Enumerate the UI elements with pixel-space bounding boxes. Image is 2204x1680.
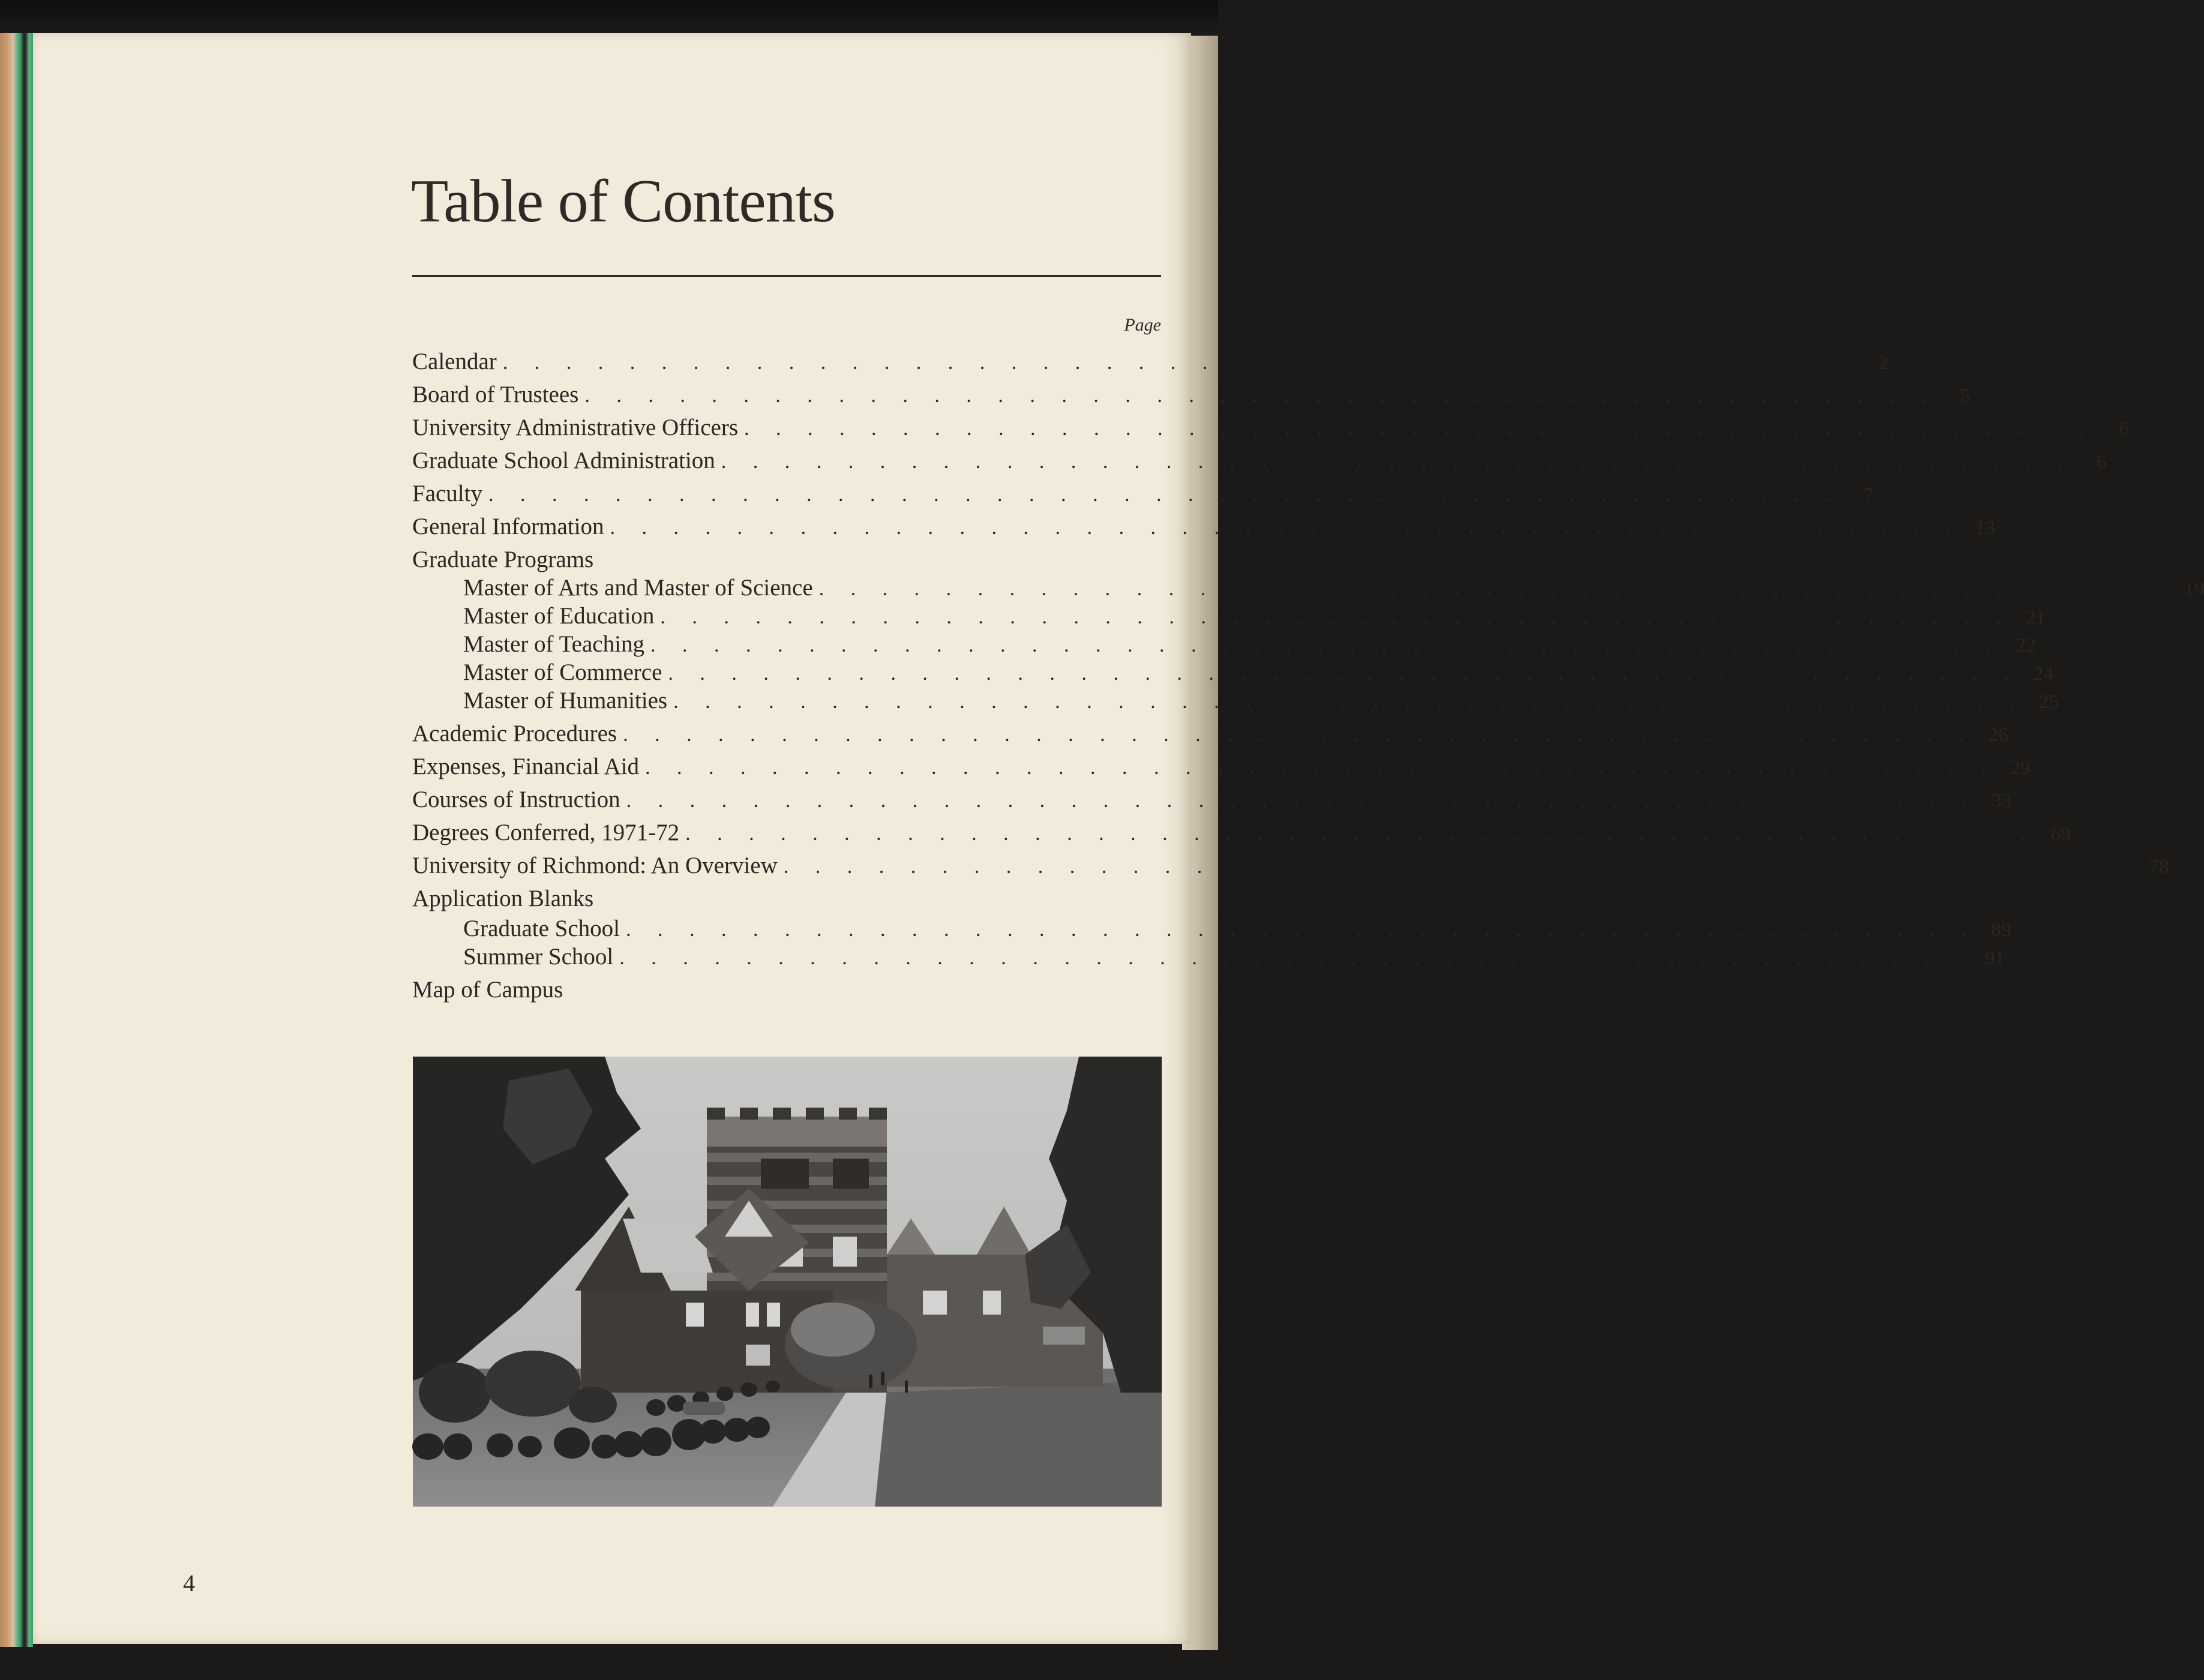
toc-entry-label: Master of Education bbox=[463, 603, 655, 629]
toc-entry[interactable] bbox=[412, 414, 2130, 446]
toc-sub-entry[interactable] bbox=[463, 602, 2046, 635]
toc-entry[interactable] bbox=[412, 480, 1874, 512]
toc-entry-label: Summer School bbox=[463, 944, 614, 970]
toc-entry-label: Master of Humanities bbox=[463, 688, 668, 713]
toc-sub-entry[interactable] bbox=[463, 687, 2059, 719]
toc-entry-label: Application Blanks bbox=[412, 886, 594, 911]
toc-entry-label: Degrees Conferred, 1971-72 bbox=[412, 820, 680, 845]
toc-entry-label: Graduate School Administration bbox=[412, 448, 715, 473]
toc-entry-page: 22 bbox=[2016, 635, 2036, 656]
leader-dots: . . . . . . . . . . . . . . . . . . . . . . . . . . . . . . . . . . . . . . . . . . . bbox=[685, 823, 2037, 845]
toc-entry[interactable] bbox=[412, 753, 2031, 785]
toc-entry-page: 19 bbox=[2184, 578, 2204, 600]
leader-dots: . . . . . . . . . . . . . . . . . . . . . . . . . . . . . . . . . . . . . . . . . . . bbox=[488, 484, 1840, 506]
leader-dots: . . . . . . . . . . . . . . . . . . . . . . . . . . . . . . . . . . . . . . . . . . . bbox=[623, 724, 1975, 746]
toc-sub-entry[interactable] bbox=[463, 915, 2011, 947]
leader-dots: . . . . . . . . . . . . . . . . . . . . . . . . . . . . . . . . . . . . . . . . . . . bbox=[783, 856, 2136, 878]
toc-entry-label: Master of Arts and Master of Science bbox=[463, 575, 813, 601]
toc-entry[interactable] bbox=[412, 852, 2169, 884]
leader-dots: . . . . . . . . . . . . . . . . . . . . . . . . . . . . . . . . . . . . . . . . . . . bbox=[744, 418, 2096, 440]
toc-entry-label: Faculty bbox=[412, 481, 482, 506]
leader-dots: . . . . . . . . . . . . . . . . . . . . . . . . . . . . . . . . . . . . . . . . . . . bbox=[619, 947, 1971, 969]
leader-dots: . . . . . . . . . . . . . . . . . . . . . . . . . . . . . . . . . . . . . . . . . . . bbox=[721, 451, 2073, 473]
toc-entry-page: 13 bbox=[1975, 517, 1995, 539]
toc-entry-page: 24 bbox=[2033, 663, 2053, 685]
toc-entry-label: Courses of Instruction bbox=[412, 787, 620, 812]
leader-dots: . . . . . . . . . . . . . . . . . . . . . . . . . . . . . . . . . . . . . . . . . . . bbox=[668, 662, 2020, 685]
toc-entry-page: 91 bbox=[1984, 947, 2005, 969]
leader-dots: . . . . . . . . . . . . . . . . . . . . . . . . . . . . . . . . . . . . . . . . . . . bbox=[610, 517, 1962, 539]
toc-entry-label: University of Richmond: An Overview bbox=[412, 853, 778, 878]
page-column-header: Page bbox=[1124, 315, 1161, 335]
toc-entry-label: General Information bbox=[412, 514, 604, 539]
leader-dots: . . . . . . . . . . . . . . . . . . . . . . . . . . . . . . . . . . . . . . . . . . . bbox=[650, 634, 2002, 656]
toc-entry-page: 7 bbox=[1863, 484, 1874, 506]
toc-entry[interactable] bbox=[412, 381, 1970, 413]
toc-entry-label: University Administrative Officers bbox=[412, 415, 739, 440]
toc-entry-page: 6 bbox=[2119, 418, 2130, 440]
toc-entry-page: 25 bbox=[2038, 691, 2059, 713]
toc-entry[interactable] bbox=[412, 447, 2107, 479]
leader-dots: . . . . . . . . . . . . . . . . . . . . . . . . . . . . . . . . . . . . . . . . . . . bbox=[660, 606, 2012, 628]
toc-entry-label: Map of Campus bbox=[412, 977, 563, 1003]
leader-dots: . . . . . . . . . . . . . . . . . . . . . . . . . . . . . . . . . . . . . . . . . . . bbox=[584, 385, 1936, 407]
toc-section-heading[interactable] bbox=[412, 546, 1162, 578]
toc-entry-label: Master of Teaching bbox=[463, 631, 644, 657]
toc-entry[interactable] bbox=[412, 720, 2008, 752]
page-title: Table of Contents bbox=[411, 167, 835, 235]
book-spine bbox=[0, 33, 33, 1647]
toc-entry-page: 5 bbox=[1960, 385, 1970, 407]
toc-entry-label: Academic Procedures bbox=[412, 721, 617, 746]
document-page bbox=[33, 33, 2204, 1644]
toc-entry-page: 21 bbox=[2025, 607, 2046, 628]
toc-entry-page: 89 bbox=[1991, 919, 2011, 941]
toc-entry-label: Graduate School bbox=[463, 916, 620, 941]
book-top-edge bbox=[0, 0, 1218, 33]
toc-sub-entry[interactable] bbox=[463, 943, 2005, 976]
toc-entry[interactable] bbox=[412, 348, 1888, 380]
toc-entry-label: Expenses, Financial Aid bbox=[412, 754, 640, 779]
title-rule bbox=[412, 275, 1161, 277]
toc-entry-page: 6 bbox=[2096, 451, 2107, 473]
toc-section-heading[interactable] bbox=[412, 885, 1162, 917]
leader-dots: . . . . . . . . . . . . . . . . . . . . . . . . . . . . . . . . . . . . . . . . . . . bbox=[502, 352, 1855, 374]
toc-entry-page: 33 bbox=[1992, 790, 2012, 812]
toc-entry[interactable] bbox=[412, 976, 1162, 1009]
toc-entry[interactable] bbox=[412, 513, 1995, 545]
toc-entry-label: Graduate Programs bbox=[412, 547, 594, 572]
toc-sub-entry[interactable] bbox=[463, 659, 2053, 691]
leader-dots: . . . . . . . . . . . . . . . . . . . . . . . . . . . . . . . . . . . . . . . . . . . bbox=[626, 790, 1978, 812]
page-number: 4 bbox=[183, 1570, 195, 1597]
leader-dots: . . . . . . . . . . . . . . . . . . . . . . . . . . . . . . . . . . . . . . . . . . . bbox=[818, 578, 2171, 600]
leader-dots: . . . . . . . . . . . . . . . . . . . . . . . . . . . . . . . . . . . . . . . . . . . bbox=[645, 757, 1997, 779]
toc-entry-page: 69 bbox=[2050, 823, 2071, 845]
toc-entry-label: Calendar bbox=[412, 349, 497, 374]
toc-entry[interactable] bbox=[412, 819, 2071, 851]
toc-entry-label: Master of Commerce bbox=[463, 659, 662, 685]
leader-dots: . . . . . . . . . . . . . . . . . . . . . . . . . . . . . . . . . . . . . . . . . . . bbox=[626, 919, 1978, 941]
campus-photo bbox=[413, 1057, 1162, 1507]
toc-entry-page: 2 bbox=[1878, 352, 1888, 374]
leader-dots: . . . . . . . . . . . . . . . . . . . . . . . . . . . . . . . . . . . . . . . . . . . bbox=[673, 691, 2025, 713]
toc-entry-page: 29 bbox=[2010, 757, 2031, 779]
toc-sub-entry[interactable] bbox=[463, 574, 2204, 607]
toc-sub-entry[interactable] bbox=[463, 631, 2036, 663]
toc-entry-page: 26 bbox=[1988, 724, 2008, 746]
toc-entry-label: Board of Trustees bbox=[412, 382, 579, 407]
toc-entry-page: 78 bbox=[2149, 856, 2169, 878]
toc-entry[interactable] bbox=[412, 786, 2012, 818]
